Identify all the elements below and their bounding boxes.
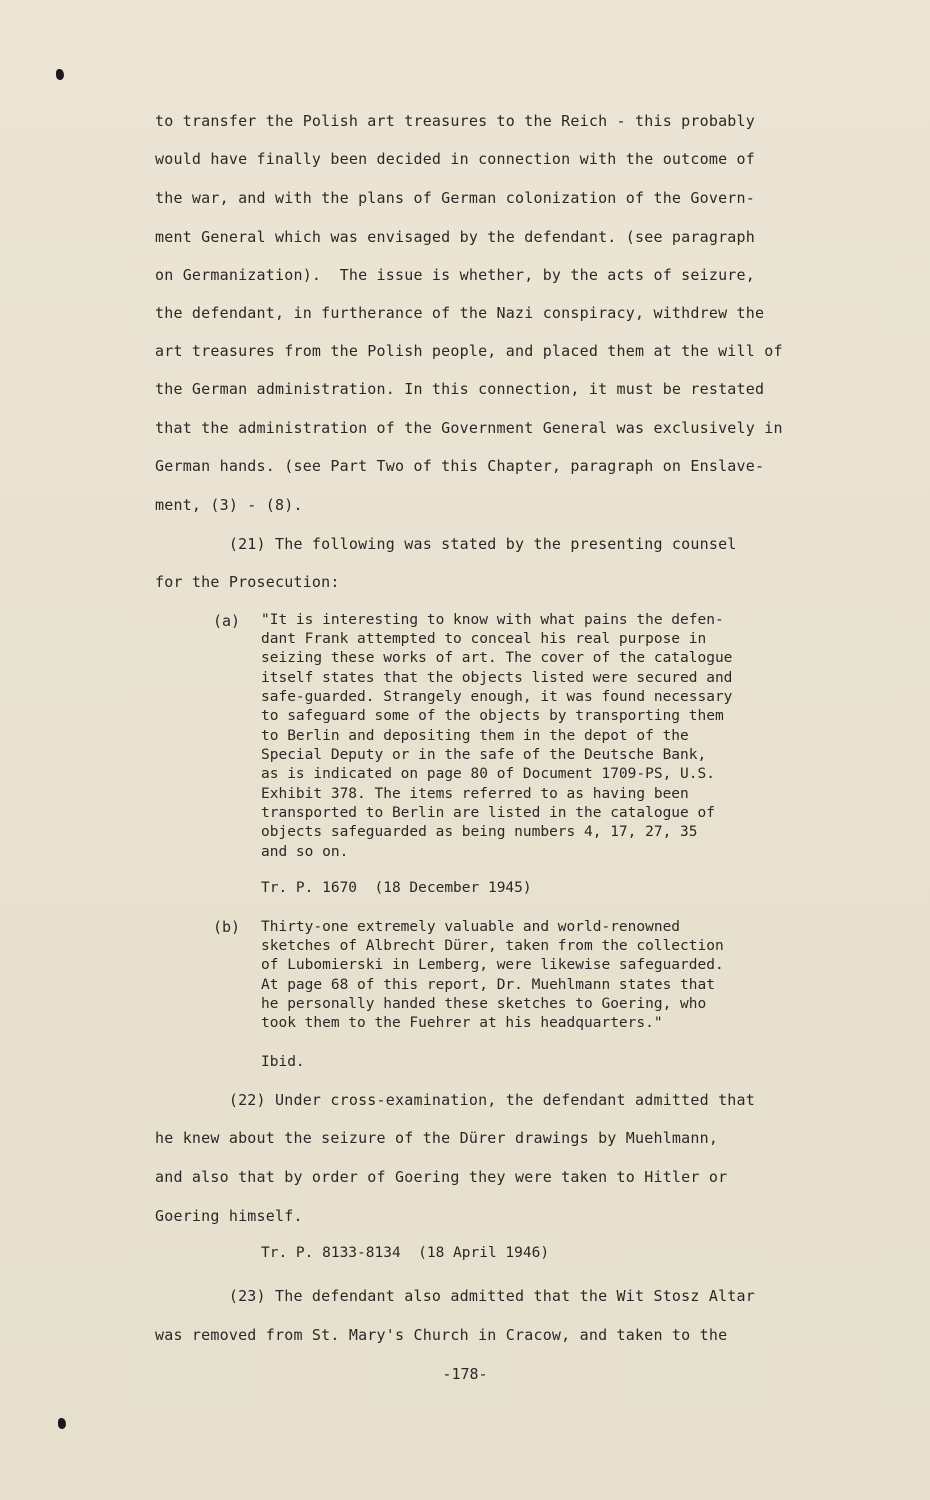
paragraph-22-line: he knew about the seizure of the Dürer drawings by Muehlmann, — [155, 1129, 719, 1147]
body-line: on Germanization). The issue is whether, by the acts of seizure, — [155, 266, 755, 284]
quote-b-line: sketches of Albrecht Dürer, taken from the collection — [261, 938, 724, 954]
body-line: the war, and with the plans of German colonization of the Govern- — [155, 189, 755, 207]
body-line: art treasures from the Polish people, and placed them at the will of — [155, 342, 783, 360]
quote-b-line: Thirty-one extremely valuable and world-renowned — [261, 919, 681, 935]
page-number: -178- — [442, 1365, 488, 1383]
quote-b-line: At page 68 of this report, Dr. Muehlmann states that — [261, 977, 715, 993]
body-line: ment General which was envisaged by the defendant. (see paragraph — [155, 228, 755, 246]
paragraph-23-line: was removed from St. Mary's Church in Cracow, and taken to the — [155, 1326, 728, 1344]
paragraph-21-line: (21) The following was stated by the presenting counsel — [155, 535, 737, 553]
quote-a-line: to safeguard some of the objects by transporting them — [261, 708, 724, 724]
quote-a-line: as is indicated on page 80 of Document 1709-PS, U.S. — [261, 766, 715, 782]
quote-b-line: took them to the Fuehrer at his headquarters." — [261, 1015, 663, 1031]
quote-a-line: objects safeguarded as being numbers 4, 17, 27, 35 — [261, 824, 698, 840]
quote-a-line: and so on. — [261, 844, 349, 860]
quote-a-line: "It is interesting to know with what pains the defen- — [261, 612, 724, 628]
quote-a-label: (a) — [213, 612, 241, 630]
body-line: that the administration of the Government General was exclusively in — [155, 419, 783, 437]
quote-a-line: Special Deputy or in the safe of the Deutsche Bank, — [261, 747, 707, 763]
punch-hole-top — [56, 69, 64, 80]
body-line: the defendant, in furtherance of the Nazi conspiracy, withdrew the — [155, 304, 765, 322]
paragraph-21-line: for the Prosecution: — [155, 573, 340, 591]
quote-a-line: safe-guarded. Strangely enough, it was found necessary — [261, 689, 733, 705]
citation-a: Tr. P. 1670 (18 December 1945) — [261, 880, 532, 896]
quote-a-line: Exhibit 378. The items referred to as having been — [261, 786, 689, 802]
body-line: German hands. (see Part Two of this Chapter, paragraph on Enslave- — [155, 457, 765, 475]
paragraph-22-line: Goering himself. — [155, 1207, 303, 1225]
quote-b-line: of Lubomierski in Lemberg, were likewise safeguarded. — [261, 957, 724, 973]
quote-a-line: itself states that the objects listed were secured and — [261, 670, 733, 686]
body-line: would have finally been decided in connection with the outcome of — [155, 150, 755, 168]
body-line: the German administration. In this connection, it must be restated — [155, 380, 765, 398]
quote-b-line: he personally handed these sketches to Goering, who — [261, 996, 707, 1012]
quote-a-line: seizing these works of art. The cover of the catalogue — [261, 650, 733, 666]
citation-22: Tr. P. 8133-8134 (18 April 1946) — [261, 1245, 550, 1261]
paragraph-22-line: (22) Under cross-examination, the defendant admitted that — [155, 1091, 755, 1109]
citation-b: Ibid. — [261, 1054, 305, 1070]
quote-a-line: transported to Berlin are listed in the catalogue of — [261, 805, 715, 821]
punch-hole-bottom — [58, 1418, 66, 1429]
quote-a-line: dant Frank attempted to conceal his real purpose in — [261, 631, 707, 647]
quote-b-label: (b) — [213, 918, 241, 936]
quote-a-line: to Berlin and depositing them in the depot of the — [261, 728, 689, 744]
body-line: ment, (3) - (8). — [155, 496, 303, 514]
paragraph-23-line: (23) The defendant also admitted that the Wit Stosz Altar — [155, 1287, 755, 1305]
paragraph-22-line: and also that by order of Goering they were taken to Hitler or — [155, 1168, 728, 1186]
body-line: to transfer the Polish art treasures to the Reich - this probably — [155, 112, 755, 130]
